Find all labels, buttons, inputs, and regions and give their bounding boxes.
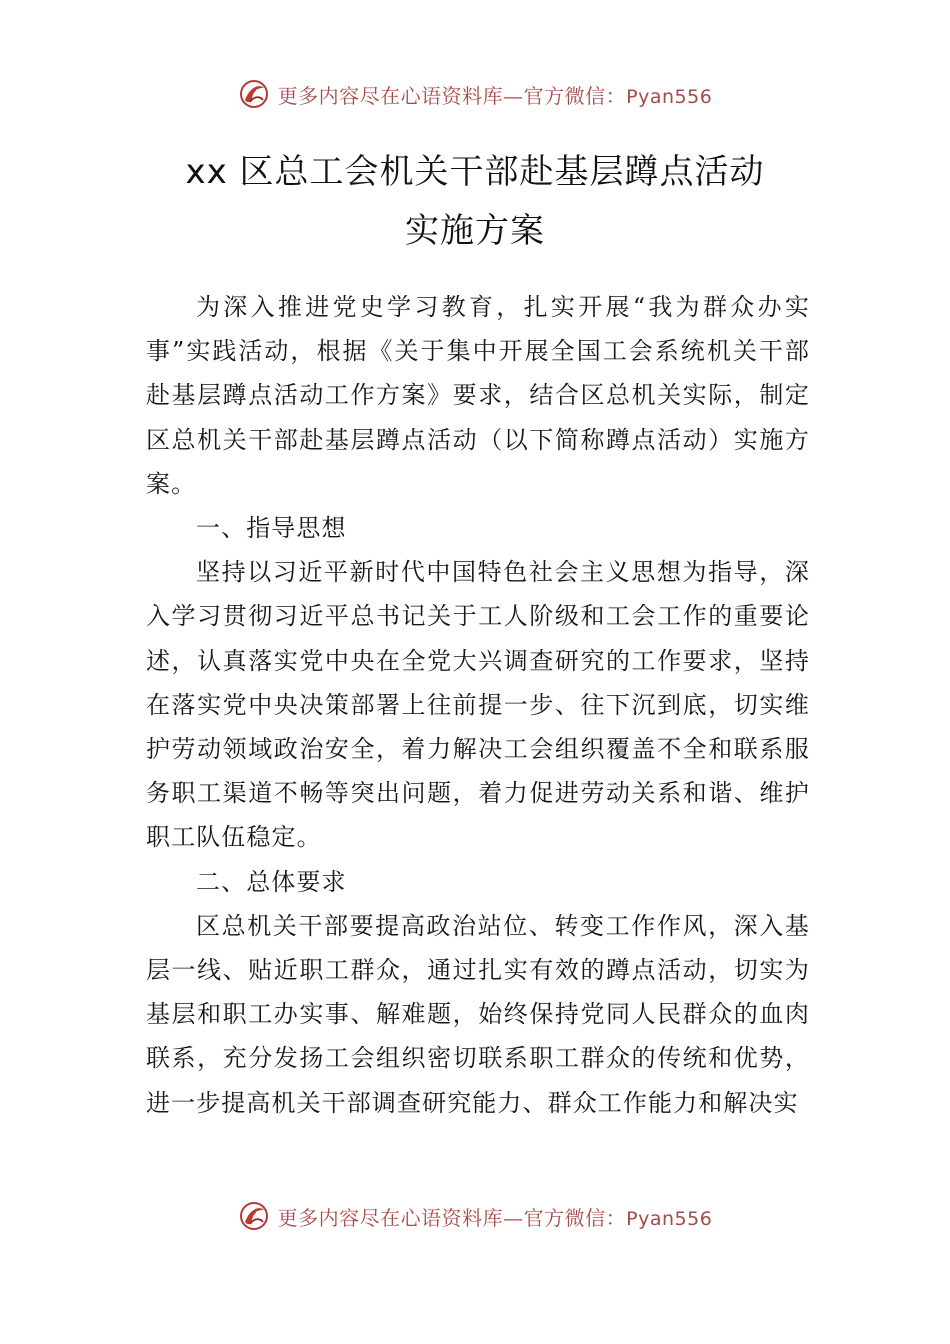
section-paragraph-general-requirements: 区总机关干部要提高政治站位、转变工作作风，深入基层一线、贴近职工群众，通过扎实有效的蹲点活动，切实为基层和职工办实事、解难题，始终保持党同人民群众的血肉联系，充分发扬工会组织密切联系职工群众的传统和优势，进一步提高机关干部调查研究能力、群众工作能力和解决实 <box>146 911 810 1117</box>
document-body <box>146 285 810 1125</box>
watermark-text: 更多内容尽在心语资料库—官方微信：Pyan556 <box>277 1205 713 1230</box>
document-title-line2: 实施方案 <box>405 211 545 251</box>
red-swirl-seal-logo-icon <box>238 78 270 110</box>
section-heading-general-requirements: 二、总体要求 <box>196 867 347 896</box>
document-title-line1: xx 区总工会机关干部赴基层蹲点活动 <box>185 152 765 192</box>
intro-paragraph: 为深入推进党史学习教育，扎实开展“我为群众办实事”实践活动，根据《关于集中开展全国工会系统机关干部赴基层蹲点活动工作方案》要求，结合区总机关实际，制定区总机关干部赴基层蹲点活动（以下简称蹲点活动）实施方案。 <box>146 293 810 498</box>
section-paragraph-guiding-ideology: 坚持以习近平新时代中国特色社会主义思想为指导，深入学习贯彻习近平总书记关于工人阶级和工会工作的重要论述，认真落实党中央在全党大兴调查研究的工作要求，坚持在落实党中央决策部署上往前提一步、往下沉到底，切实维护劳动领域政治安全，着力解决工会组织覆盖不全和联系服务职工渠道不畅等突出问题，着力促进劳动关系和谐、维护职工队伍稳定。 <box>146 558 810 852</box>
watermark-text: 更多内容尽在心语资料库—官方微信：Pyan556 <box>277 83 713 108</box>
section-heading-guiding-ideology: 一、指导思想 <box>196 514 347 543</box>
watermark-banner-top <box>0 74 950 114</box>
red-swirl-seal-logo-icon <box>238 1200 270 1232</box>
watermark-banner-bottom <box>0 1196 950 1236</box>
